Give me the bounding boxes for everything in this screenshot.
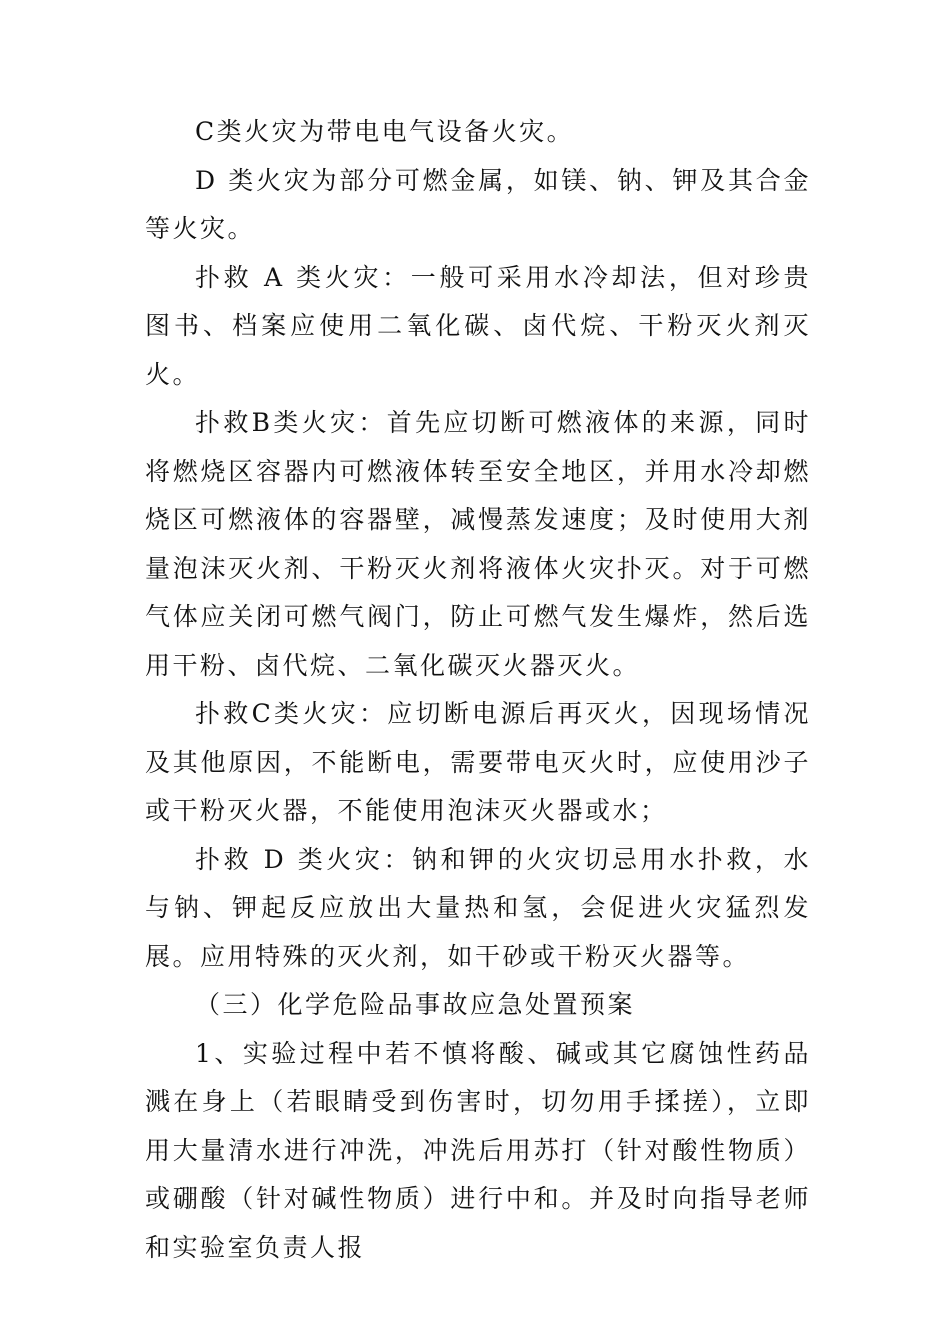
paragraph-extinguish-c: 扑救C类火灾：应切断电源后再灭火，因现场情况及其他原因，不能断电，需要带电灭火时，应使用沙子或干粉灭火器，不能使用泡沫灭火器或水； — [145, 699, 811, 825]
list-item-1: 1、实验过程中若不慎将酸、碱或其它腐蚀性药品溅在身上（若眼睛受到伤害时，切勿用手揉搓），立即用大量清水进行冲洗，冲洗后用苏打（针对酸性物质）或硼酸（针对碱性物质）进行中和。并及时向指导老师和实验室负责人报 — [145, 1038, 811, 1262]
paragraph-class-d: D 类火灾为部分可燃金属，如镁、钠、钾及其合金等火灾。 — [145, 165, 811, 243]
document-body — [145, 108, 811, 1272]
paragraph-extinguish-d: 扑救 D 类火灾：钠和钾的火灾切忌用水扑救，水与钠、钾起反应放出大量热和氢，会促进火灾猛烈发展。应用特殊的灭火剂，如干砂或干粉灭火器等。 — [145, 844, 811, 971]
paragraph-class-c: C类火灾为带电电气设备火灾。 — [195, 117, 575, 146]
paragraph-extinguish-b: 扑救B类火灾：首先应切断可燃液体的来源，同时将燃烧区容器内可燃液体转至安全地区，并用水冷却燃烧区可燃液体的容器壁，减慢蒸发速度；及时使用大剂量泡沫灭火剂、干粉灭火剂将液体火灾扑灭。对于可燃气体应关闭可燃气阀门，防止可燃气发生爆炸，然后选用干粉、卤代烷、二氧化碳灭火器灭火。 — [145, 408, 811, 680]
section-heading: （三）化学危险品事故应急处置预案 — [195, 990, 636, 1019]
paragraph-extinguish-a: 扑救 A 类火灾：一般可采用水冷却法，但对珍贵图书、档案应使用二氧化碳、卤代烷、干粉灭火剂灭火。 — [145, 262, 811, 389]
